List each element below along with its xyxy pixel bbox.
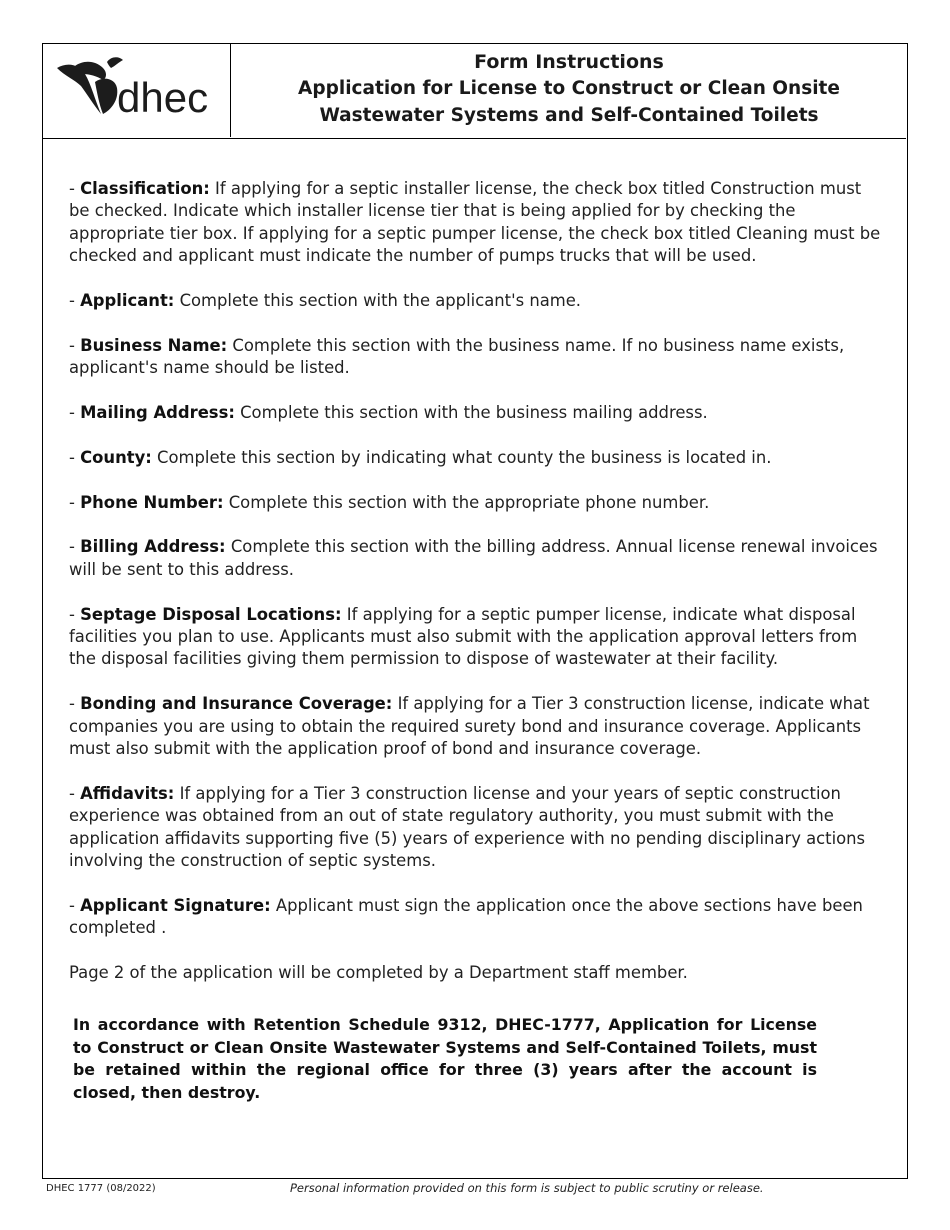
section-label: Business Name: [80, 335, 228, 355]
form-frame [42, 43, 908, 1179]
instruction-septage-disposal: - Septage Disposal Locations: If applying for a septic pumper license, indicate what disposal facilities you plan to use. Applicants must also submit with the application approval letters from the disposal facilities giving them permission to dispose of wastewater at their facility. [69, 604, 858, 669]
section-text: Complete this section with the billing address. Annual license renewal invoices will be sent to this address. [69, 537, 878, 579]
logo-cell [43, 44, 231, 137]
section-text: If applying for a Tier 3 construction license, indicate what companies you are using to obtain the required surety bond and insurance coverage. Applicants must also submit with the application proof of bond and insurance coverage. [69, 694, 870, 759]
form-code: DHEC 1777 (08/2022) [46, 1183, 156, 1194]
instruction-billing-address: - Billing Address: Complete this section with the billing address. Annual license renewal invoices will be sent to this address. [69, 537, 878, 579]
instruction-affidavits: - Affidavits: If applying for a Tier 3 construction license and your years of septic construction experience was obtained from an out of state regulatory authority, you must submit with the application affidavits supporting five (5) years of experience with no pending disciplinary actions involving the construction of septic systems. [69, 783, 866, 871]
section-label: Mailing Address: [80, 403, 235, 423]
title-block [232, 44, 906, 137]
instruction-phone-number: - Phone Number: Complete this section with the appropriate phone number. [69, 492, 710, 512]
section-label: Bonding and Insurance Coverage: [80, 694, 393, 714]
section-label: Billing Address: [80, 537, 226, 557]
section-text: Complete this section with the appropriate phone number. [228, 492, 710, 512]
section-text: Complete this section by indicating what county the business is located in. [157, 447, 772, 467]
section-label: Septage Disposal Locations: [80, 604, 342, 624]
section-label: Applicant: [80, 291, 175, 311]
instructions-body [69, 178, 884, 1104]
section-label: County: [80, 447, 152, 467]
page-two-note: Page 2 of the application will be completed by a Department staff member. [69, 963, 688, 983]
section-text: Complete this section with the applicant's name. [179, 291, 582, 311]
dhec-logo-icon [53, 56, 221, 122]
section-text: If applying for a septic pumper license, indicate what disposal facilities you plan to use. Applicants must also submit with the application approval letters from the disposal facilities giving them permission to dispose of wastewater at their facility. [69, 604, 858, 669]
instruction-applicant: - Applicant: Complete this section with the applicant's name. [69, 291, 582, 311]
form-subtitle-line1: Application for License to Construct or Clean Onsite [298, 78, 840, 99]
instruction-mailing-address: - Mailing Address: Complete this section with the business mailing address. [69, 403, 708, 423]
section-text: Complete this section with the business mailing address. [240, 403, 708, 423]
instruction-business-name: - Business Name: Complete this section with the business name. If no business name exists, applicant's name should be listed. [69, 335, 845, 378]
instruction-bonding-insurance: - Bonding and Insurance Coverage: If applying for a Tier 3 construction license, indicate what companies you are using to obtain the required surety bond and insurance coverage. Applicants must also submit with the application proof of bond and insurance coverage. [69, 694, 870, 759]
instruction-county: - County: Complete this section by indicating what county the business is located in. [69, 447, 772, 467]
retention-notice: In accordance with Retention Schedule 9312, DHEC-1777, Application for License to Construct or Clean Onsite Wastewater Systems and Self-Contained Toilets, must be retained within the regional office for three (3) years after the account is closed, then destroy. [73, 1015, 817, 1102]
form-subtitle-line2: Wastewater Systems and Self-Contained Toilets [319, 105, 819, 126]
section-text: If applying for a Tier 3 construction license and your years of septic construction experience was obtained from an out of state regulatory authority, you must submit with the application affidavits supporting five (5) years of experience with no pending disciplinary actions involving the construction of septic systems. [69, 783, 866, 871]
section-label: Classification: [80, 179, 210, 198]
section-label: Affidavits: [80, 783, 175, 803]
form-header [43, 44, 906, 139]
svg-text:dhec: dhec [117, 74, 209, 121]
instruction-applicant-signature: - Applicant Signature: Applicant must sign the application once the above sections have been completed . [69, 895, 863, 938]
section-text: Complete this section with the business name. If no business name exists, applicant's name should be listed. [69, 335, 845, 378]
section-label: Applicant Signature: [80, 895, 271, 915]
form-title: Form Instructions [474, 51, 664, 73]
section-text: If applying for a septic installer license, the check box titled Construction must be checked. Indicate which installer license tier that is being applied for by checking the appropriate tier box. If applying for a septic pumper license, the check box titled Cleaning must be checked and applicant must indicate the number of pumps trucks that will be used. [69, 179, 881, 266]
instruction-classification: - Classification: If applying for a septic installer license, the check box titled Construction must be checked. Indicate which installer license tier that is being applied for by checking the appropriate tier box. If applying for a septic pumper license, the check box titled Cleaning must be checked and applicant must indicate the number of pumps trucks that will be used. [69, 179, 881, 266]
privacy-note: Personal information provided on this form is subject to public scrutiny or release. [290, 1181, 764, 1195]
section-text: Applicant must sign the application once the above sections have been completed . [69, 895, 863, 938]
section-label: Phone Number: [80, 492, 224, 512]
